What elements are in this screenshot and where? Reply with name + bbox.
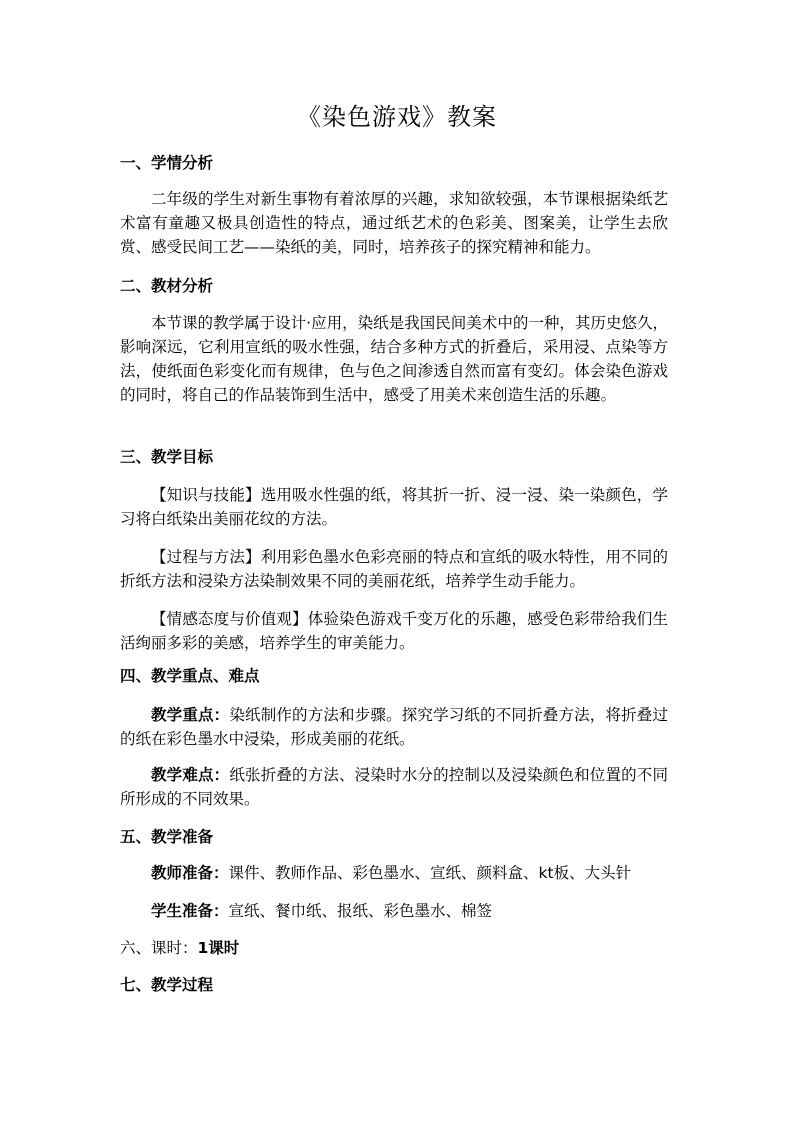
difficulty-label: 教学难点： bbox=[151, 766, 230, 784]
goal-process-label: 【过程与方法】 bbox=[151, 548, 261, 566]
goal-emotion-values bbox=[120, 607, 668, 655]
goal-emotion-label: 【情感态度与价值观】 bbox=[151, 610, 308, 628]
section-1-paragraph: 二年级的学生对新生事物有着浓厚的兴趣，求知欲较强，本节课根据染纸艺术富有童趣又极具创造性的特点，通过纸艺术的色彩美、图案美，让学生去欣赏、感受民间工艺——染纸的美，同时，培养孩子的探究精神和能力。 bbox=[120, 190, 668, 256]
student-prep-text: 宣纸、餐巾纸、报纸、彩色墨水、棉签 bbox=[228, 902, 493, 920]
goal-knowledge-skills bbox=[120, 483, 668, 531]
section-5-heading: 五、教学准备 bbox=[120, 828, 214, 846]
difficulty-text: 纸张折叠的方法、浸染时水分的控制以及浸染颜色和位置的不同所形成的不同效果。 bbox=[120, 766, 668, 808]
section-6-heading bbox=[120, 937, 239, 959]
student-prep-paragraph bbox=[120, 899, 668, 923]
section-6-prefix: 六、课时： bbox=[120, 939, 198, 957]
section-2-heading: 二、教材分析 bbox=[120, 277, 214, 295]
section-4-heading: 四、教学重点、难点 bbox=[120, 667, 260, 685]
goal-knowledge-label: 【知识与技能】 bbox=[151, 486, 261, 504]
section-1-heading: 一、学情分析 bbox=[120, 154, 214, 172]
goal-process-methods bbox=[120, 545, 668, 593]
section-2-paragraph: 本节课的教学属于设计·应用，染纸是我国民间美术中的一种，其历史悠久，影响深远，它利用宣纸的吸水性强，结合多种方式的折叠后，采用浸、点染等方法，使纸面色彩变化而有规律，色与色之间渗透自然而富有变幻。体会染色游戏的同时，将自己的作品装饰到生活中，感受了用美术来创造生活的乐趣。 bbox=[120, 314, 668, 404]
section-7-heading: 七、教学过程 bbox=[120, 976, 214, 994]
difficulty-paragraph bbox=[120, 763, 668, 811]
teacher-prep-paragraph bbox=[120, 861, 668, 885]
goal-process-text: 利用彩色墨水色彩亮丽的特点和宣纸的吸水特性，用不同的折纸方法和浸染方法染制效果不同的美丽花纸，培养学生动手能力。 bbox=[120, 548, 668, 590]
student-prep-label: 学生准备： bbox=[151, 902, 229, 920]
goal-emotion-text: 体验染色游戏千变万化的乐趣，感受色彩带给我们生活绚丽多彩的美感，培养学生的审美能力。 bbox=[120, 610, 668, 652]
key-point-label: 教学重点： bbox=[151, 706, 230, 724]
goal-knowledge-text: 选用吸水性强的纸，将其折一折、浸一浸、染一染颜色，学习将白纸染出美丽花纹的方法。 bbox=[120, 486, 668, 528]
teacher-prep-text: 课件、教师作品、彩色墨水、宣纸、颜料盒、kt板、大头针 bbox=[228, 864, 632, 882]
document-title: 《染色游戏》教案 bbox=[297, 103, 497, 131]
key-point-paragraph bbox=[120, 703, 668, 751]
section-6-value: 1课时 bbox=[197, 939, 240, 957]
teacher-prep-label: 教师准备： bbox=[151, 864, 229, 882]
section-3-heading: 三、教学目标 bbox=[120, 448, 214, 466]
key-point-text: 染纸制作的方法和步骤。探究学习纸的不同折叠方法，将折叠过的纸在彩色墨水中浸染，形成美丽的花纸。 bbox=[120, 706, 668, 748]
